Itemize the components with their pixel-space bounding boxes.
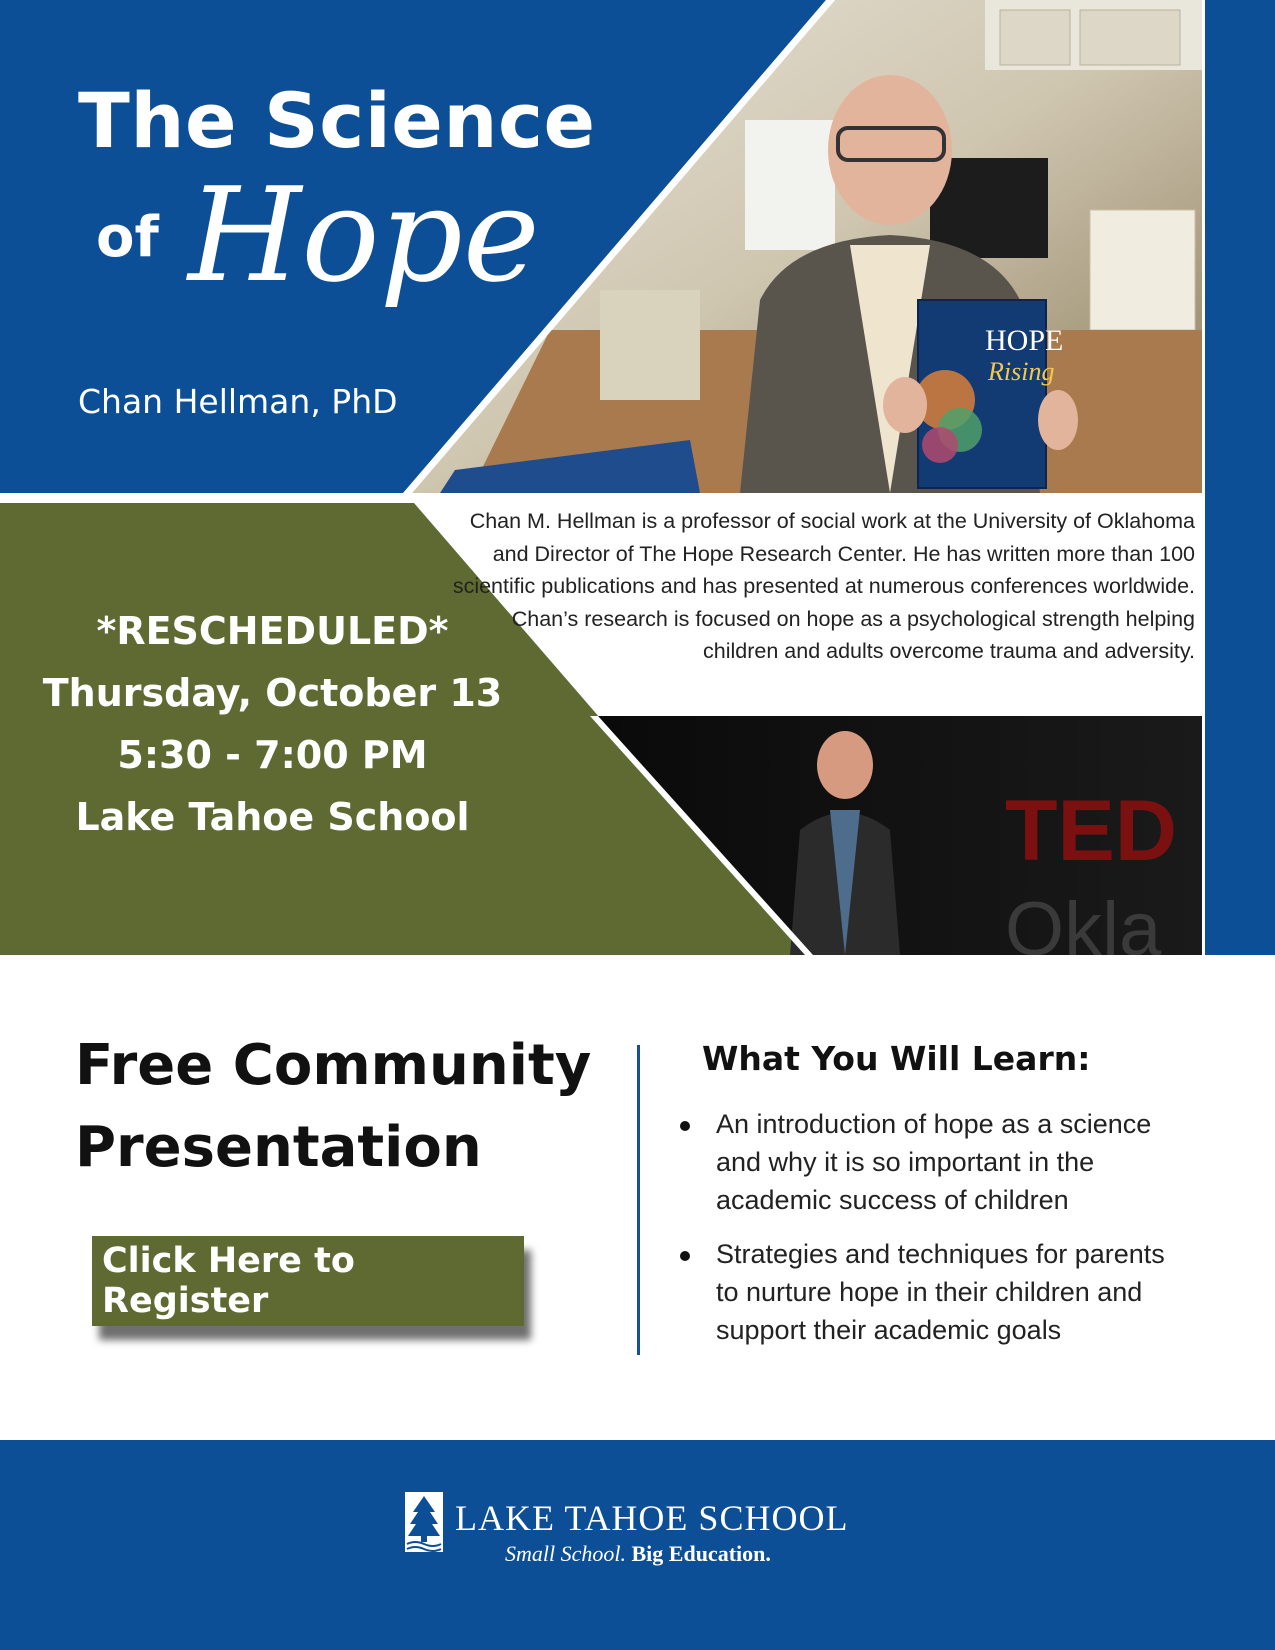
speaker-name: Chan Hellman, PhD — [78, 382, 398, 421]
learn-list — [680, 1105, 1185, 1365]
ted-text: TED — [1005, 783, 1177, 879]
presentation-heading — [75, 1025, 591, 1189]
section-divider — [637, 1045, 640, 1355]
footer-school-name: LAKE TAHOE SCHOOL — [455, 1498, 849, 1538]
book-title: HOPE — [985, 324, 1064, 357]
bullet-icon — [680, 1251, 690, 1261]
presentation-heading-line1: Free Community — [75, 1033, 592, 1098]
event-location: Lake Tahoe School — [75, 795, 470, 839]
learn-heading: What You Will Learn: — [702, 1039, 1091, 1078]
event-status: *RESCHEDULED* — [96, 609, 449, 653]
learn-item-text: An introduction of hope as a science and why it is so important in the academic success of children — [716, 1109, 1152, 1215]
learn-item-text: Strategies and techniques for parents to nurture hope in their children and support their academic goals — [716, 1239, 1165, 1345]
tagline-part1: Small School. — [505, 1541, 626, 1566]
event-details — [0, 600, 545, 848]
event-time: 5:30 - 7:00 PM — [117, 733, 428, 777]
tagline-part2: Big Education. — [631, 1541, 771, 1566]
title-hope-script: Hope — [188, 159, 540, 311]
pine-tree-logo-icon — [405, 1492, 443, 1552]
list-item — [680, 1105, 1185, 1219]
speaker-bio: Chan M. Hellman is a professor of social work at the University of Oklahoma and Director of The Hope Research Center. He has written more than 100 scientific publications and has presented at numerous conferences worldwide. Chan’s research is focused on hope as a psychological strength helping children and adults overcome trauma and adversity. — [452, 509, 1195, 663]
list-item — [680, 1235, 1185, 1349]
presentation-heading-line2: Presentation — [75, 1115, 482, 1180]
book-subtitle: Rising — [988, 357, 1055, 386]
ted-sub-text: Okla — [1005, 887, 1162, 955]
bullet-icon — [680, 1121, 690, 1131]
footer-tagline — [505, 1540, 771, 1568]
register-button[interactable]: Click Here to Register — [92, 1236, 524, 1326]
title-of: of — [96, 205, 159, 270]
title-line-science: The Science — [78, 76, 596, 165]
event-date: Thursday, October 13 — [42, 671, 503, 715]
